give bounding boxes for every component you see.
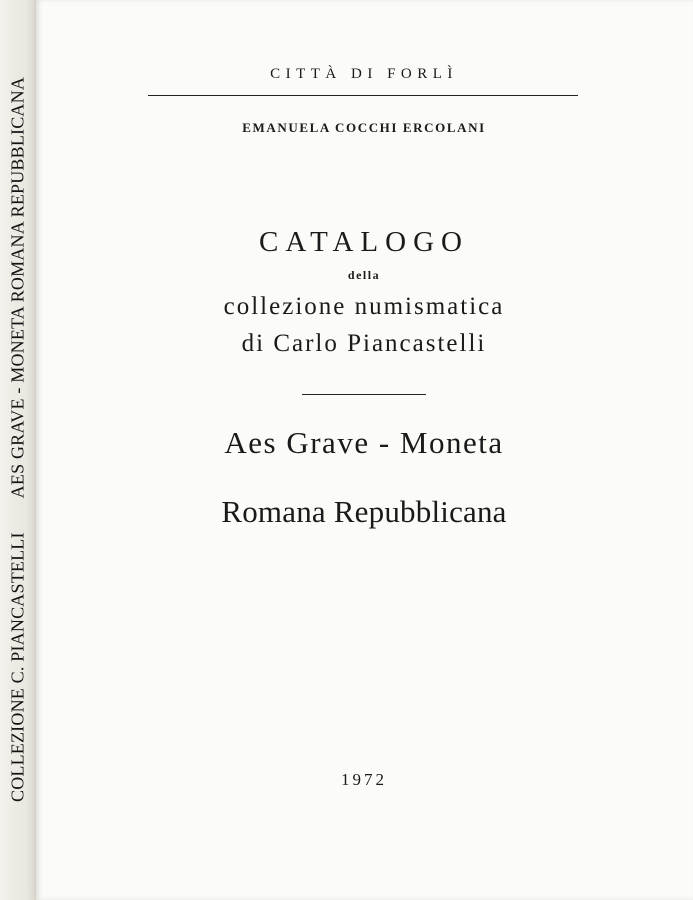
spine-author: COLLEZIONE C. PIANCASTELLI [7, 532, 28, 802]
publication-year: 1972 [341, 770, 387, 789]
front-cover [36, 0, 693, 900]
top-rule-divider [148, 95, 578, 96]
subtitle-line-1: Aes Grave - Moneta [224, 425, 504, 460]
spine-title: AES GRAVE - MONETA ROMANA REPUBBLICANA [7, 76, 28, 499]
spine-text [7, 76, 29, 802]
collection-line-2: di Carlo Piancastelli [241, 330, 487, 357]
publisher-city: CITTÀ DI FORLÌ [270, 66, 458, 82]
collection-line-1: collezione numismatica [223, 293, 505, 320]
subtitle-line-2: Romana Repubblicana [221, 494, 507, 529]
book-spine [0, 0, 36, 900]
title-connector: della [347, 268, 381, 282]
author-name: EMANUELA COCCHI ERCOLANI [242, 120, 486, 135]
book-title: CATALOGO [259, 226, 469, 258]
middle-rule-divider [302, 394, 426, 395]
